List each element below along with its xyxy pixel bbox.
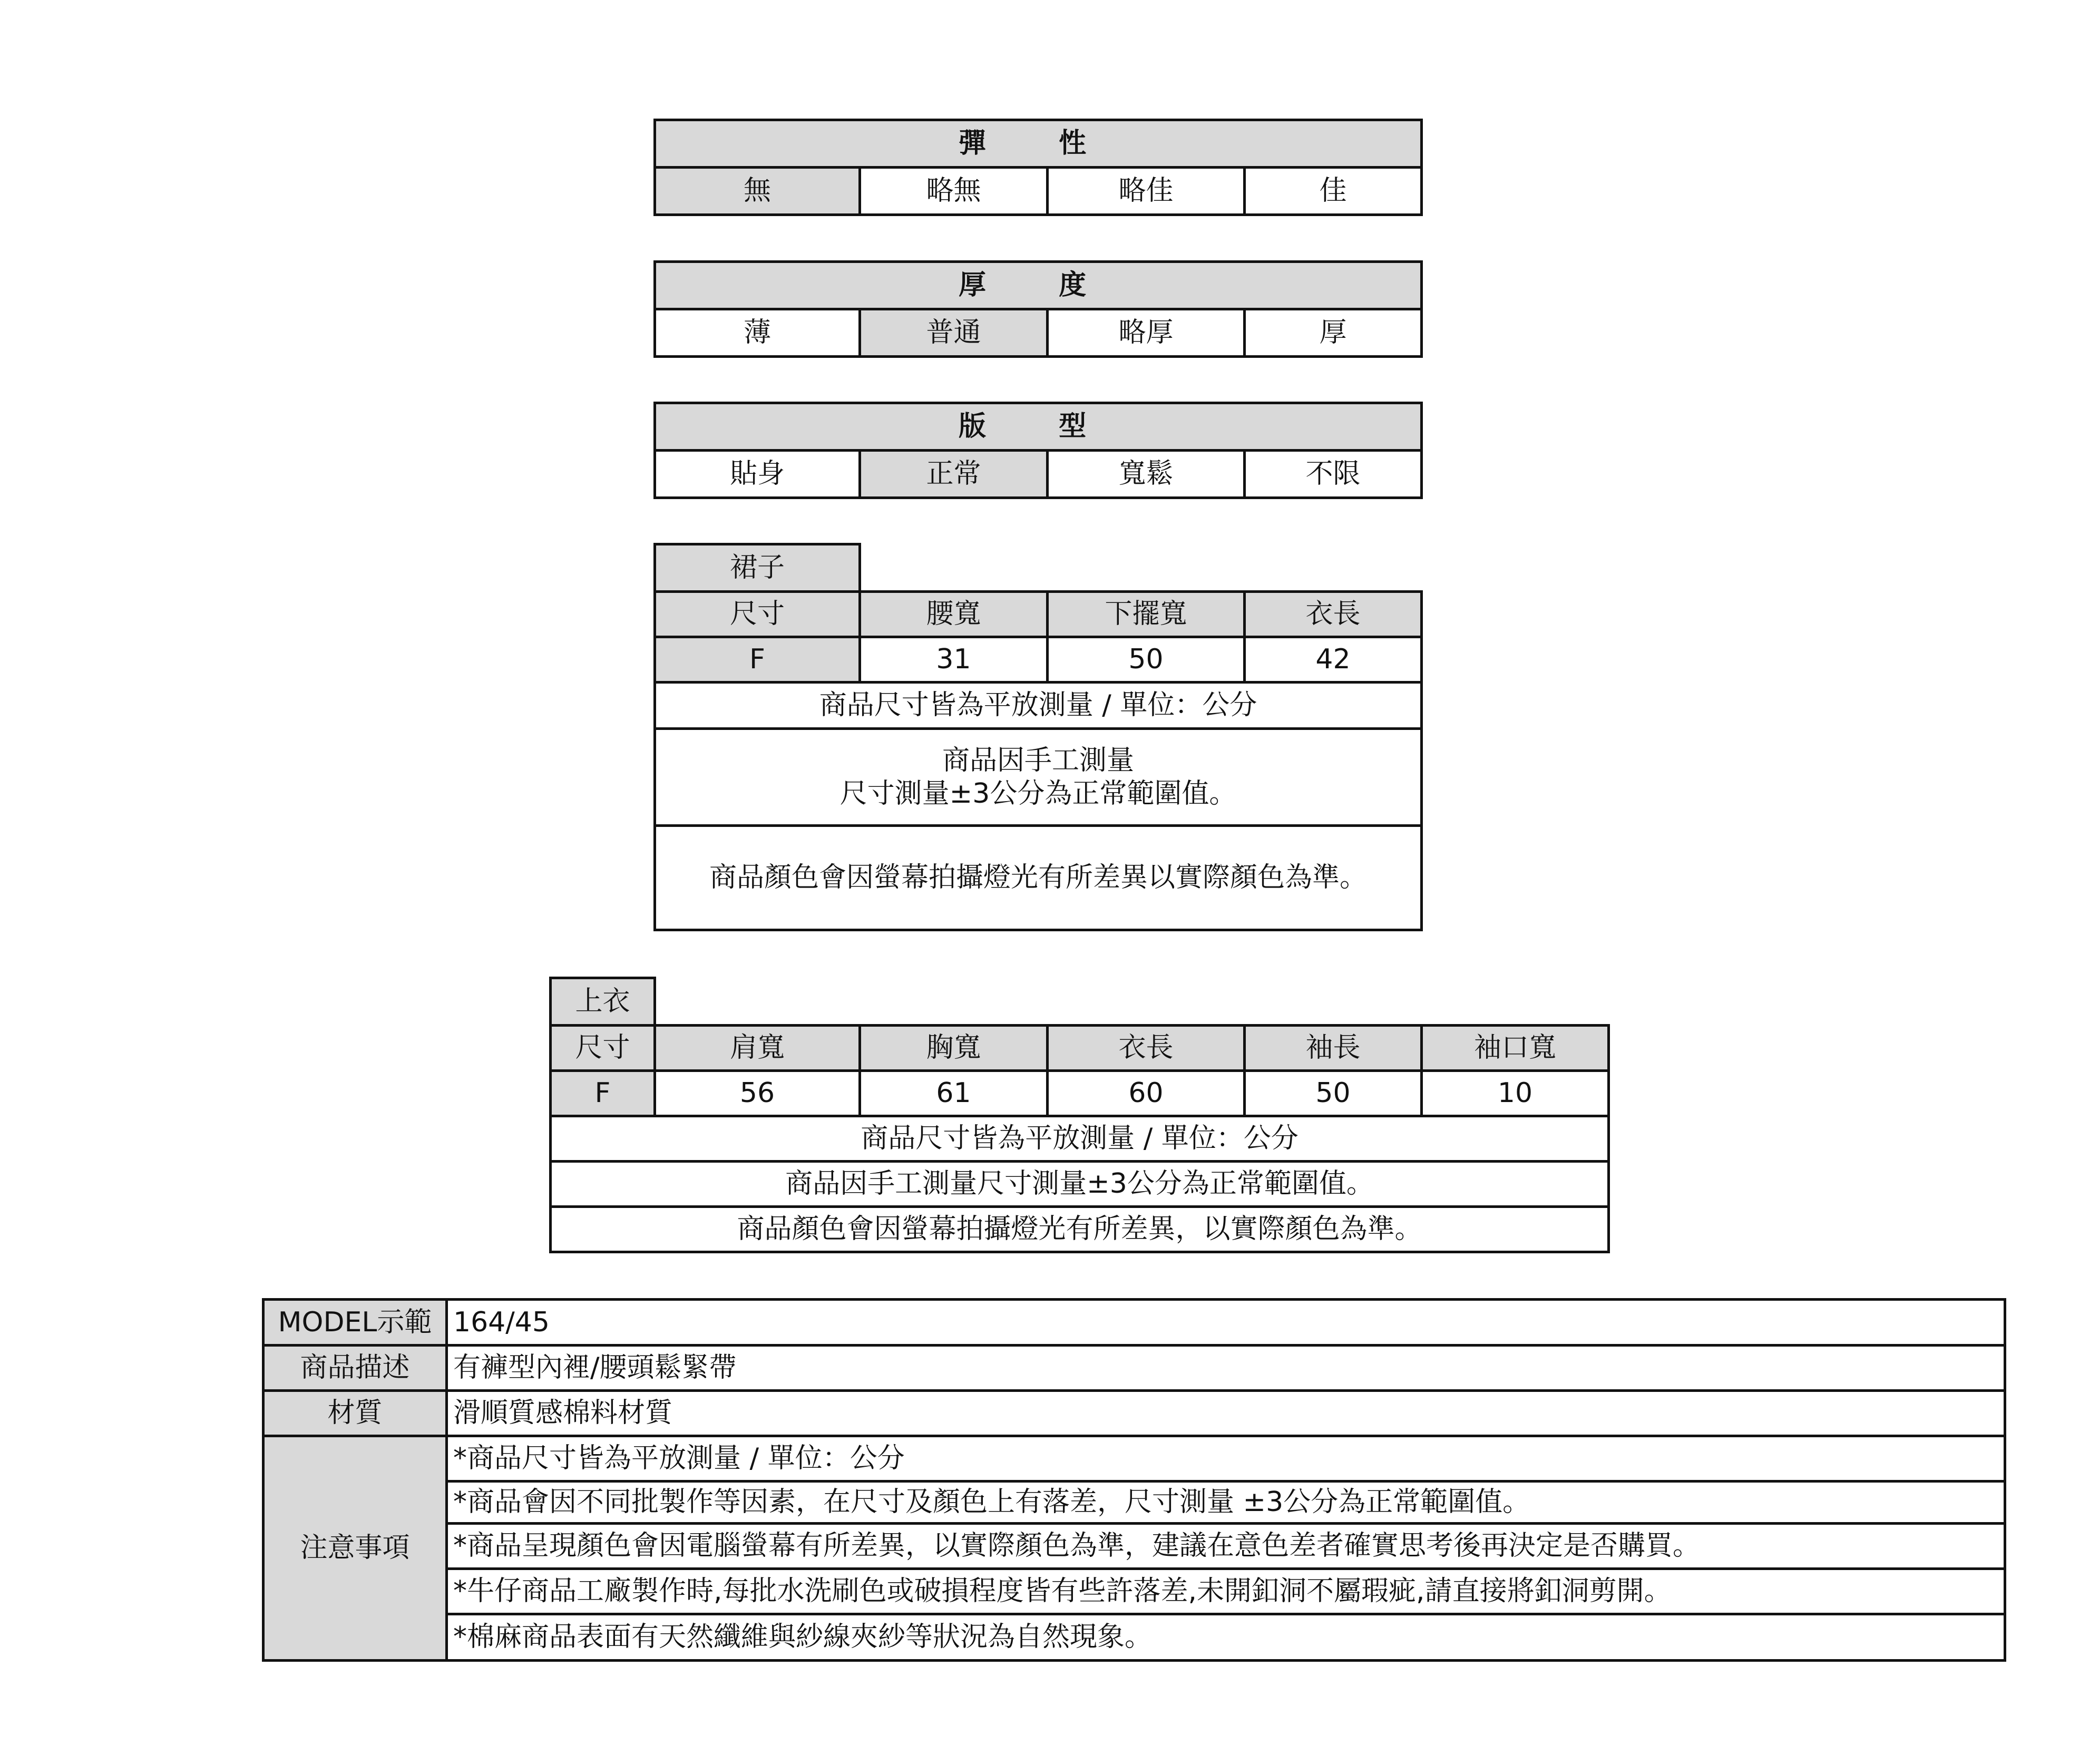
thickness-option-normal: 普通 <box>860 309 1048 357</box>
top-length-value: 60 <box>1048 1071 1245 1116</box>
skirt-header-waist: 腰寬 <box>860 592 1048 637</box>
skirt-header-length: 衣長 <box>1245 592 1422 637</box>
product-info-table <box>262 1298 2006 1662</box>
note-item: *牛仔商品工廠製作時,每批水洗刷色或破損程度皆有些許落差,未開釦洞不屬瑕疵,請直接將釦洞剪開。 <box>447 1569 2005 1614</box>
fit-option-regular: 正常 <box>860 451 1048 498</box>
fit-option-tight: 貼身 <box>655 451 860 498</box>
skirt-note-tolerance <box>655 729 1422 826</box>
top-header-shoulder: 肩寬 <box>655 1026 860 1071</box>
elasticity-option-slight-good: 略佳 <box>1048 168 1245 215</box>
fit-table <box>653 402 1423 499</box>
description-label: 商品描述 <box>263 1346 447 1391</box>
fit-option-unlimited: 不限 <box>1245 451 1422 498</box>
skirt-label: 裙子 <box>655 544 860 592</box>
elasticity-option-slight-none: 略無 <box>860 168 1048 215</box>
top-header-cuff: 袖口寬 <box>1422 1026 1609 1071</box>
top-sleeve-value: 50 <box>1245 1071 1422 1116</box>
note-item: *商品尺寸皆為平放測量 / 單位：公分 <box>447 1436 2005 1482</box>
top-note-tolerance: 商品因手工測量尺寸測量±3公分為正常範圍值。 <box>551 1162 1609 1207</box>
material-value: 滑順質感棉料材質 <box>447 1391 2005 1436</box>
top-size-table <box>549 977 1610 1253</box>
skirt-waist-value: 31 <box>860 637 1048 683</box>
description-value: 有褲型內裡/腰頭鬆緊帶 <box>447 1346 2005 1391</box>
thickness-title: 厚 度 <box>655 262 1422 309</box>
skirt-note-measurement: 商品尺寸皆為平放測量 / 單位：公分 <box>655 683 1422 729</box>
skirt-hem-value: 50 <box>1048 637 1245 683</box>
top-note-color: 商品顏色會因螢幕拍攝燈光有所差異，以實際顏色為準。 <box>551 1207 1609 1252</box>
top-shoulder-value: 56 <box>655 1071 860 1116</box>
top-header-length: 衣長 <box>1048 1026 1245 1071</box>
top-size-value: F <box>551 1071 655 1116</box>
fit-title: 版 型 <box>655 403 1422 451</box>
thickness-table <box>653 260 1423 358</box>
skirt-size-table <box>653 543 1423 931</box>
skirt-header-hem: 下擺寬 <box>1048 592 1245 637</box>
elasticity-option-good: 佳 <box>1245 168 1422 215</box>
note-item: *商品會因不同批製作等因素，在尺寸及顏色上有落差，尺寸測量 ±3公分為正常範圍值。 <box>447 1482 2005 1524</box>
elasticity-table <box>653 119 1423 216</box>
elasticity-option-none: 無 <box>655 168 860 215</box>
notes-label: 注意事項 <box>263 1436 447 1661</box>
elasticity-title: 彈 性 <box>655 120 1422 168</box>
fit-option-loose: 寬鬆 <box>1048 451 1245 498</box>
thickness-option-slightly-thick: 略厚 <box>1048 309 1245 357</box>
thickness-option-thick: 厚 <box>1245 309 1422 357</box>
skirt-note-tolerance-line1: 商品因手工測量 <box>942 745 1135 777</box>
top-chest-value: 61 <box>860 1071 1048 1116</box>
top-header-size: 尺寸 <box>551 1026 655 1071</box>
skirt-length-value: 42 <box>1245 637 1422 683</box>
top-cuff-value: 10 <box>1422 1071 1609 1116</box>
top-label: 上衣 <box>551 978 655 1026</box>
top-header-chest: 胸寬 <box>860 1026 1048 1071</box>
thickness-option-thin: 薄 <box>655 309 860 357</box>
material-label: 材質 <box>263 1391 447 1436</box>
top-header-sleeve: 袖長 <box>1245 1026 1422 1071</box>
top-note-measurement: 商品尺寸皆為平放測量 / 單位：公分 <box>551 1116 1609 1162</box>
skirt-note-tolerance-line2: 尺寸測量±3公分為正常範圍值。 <box>839 777 1237 810</box>
model-label: MODEL示範 <box>263 1300 447 1346</box>
note-item: *商品呈現顏色會因電腦螢幕有所差異，以實際顏色為準，建議在意色差者確實思考後再決定是否購買。 <box>447 1524 2005 1569</box>
model-value: 164/45 <box>447 1300 2005 1346</box>
skirt-size-value: F <box>655 637 860 683</box>
note-item: *棉麻商品表面有天然纖維與紗線夾紗等狀況為自然現象。 <box>447 1614 2005 1661</box>
skirt-header-size: 尺寸 <box>655 592 860 637</box>
skirt-note-color: 商品顏色會因螢幕拍攝燈光有所差異以實際顏色為準。 <box>655 826 1422 930</box>
